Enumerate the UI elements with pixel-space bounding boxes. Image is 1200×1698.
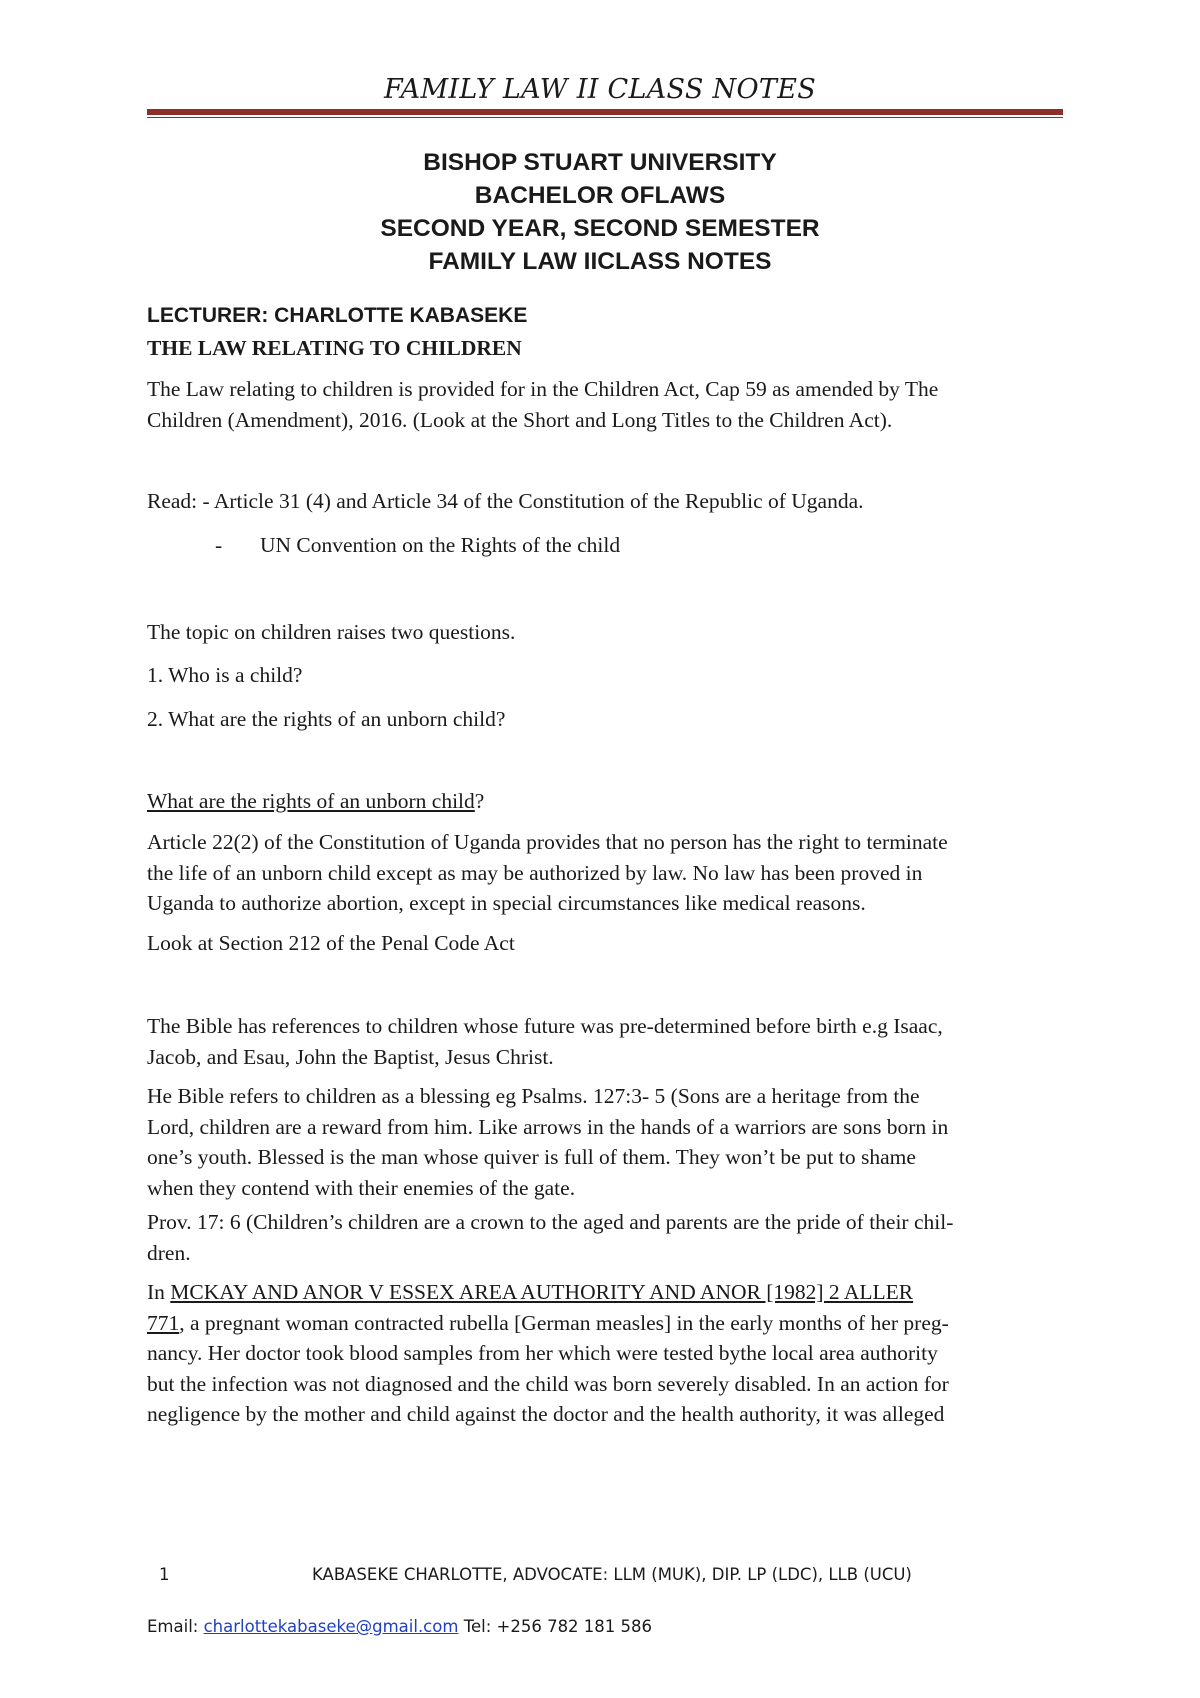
questions-intro: The topic on children raises two questions. xyxy=(147,620,516,644)
subheading-text: What are the rights of an unborn child xyxy=(147,789,475,813)
paragraph-line: The Bible has references to children whose future was pre-determined before birth e.g Isaac, xyxy=(147,1014,943,1038)
year-semester: SECOND YEAR, SECOND SEMESTER xyxy=(380,215,820,242)
paragraph-mckay-case xyxy=(147,1277,1063,1430)
telephone: Tel: +256 782 181 586 xyxy=(463,1617,653,1636)
title-block xyxy=(0,146,1200,278)
degree-name: BACHELOR OFLAWS xyxy=(474,182,726,209)
paragraph-line: Article 22(2) of the Constitution of Uganda provides that no person has the right to terminate xyxy=(147,830,948,854)
email-link[interactable]: charlottekabaseke@gmail.com xyxy=(203,1617,459,1636)
question-item: 1. Who is a child? xyxy=(147,663,303,687)
page-number: 1 xyxy=(159,1565,170,1584)
paragraph-line: one’s youth. Blessed is the man whose quiver is full of them. They won’t be put to shame xyxy=(147,1145,916,1169)
university-name: BISHOP STUART UNIVERSITY xyxy=(423,149,777,176)
paragraph-line xyxy=(147,1308,1063,1339)
paragraph-line: negligence by the mother and child against the doctor and the health authority, it was alleged xyxy=(147,1402,945,1426)
case-intro: In xyxy=(147,1280,165,1304)
header-rule-thin xyxy=(147,117,1063,118)
case-citation-cont: 771 xyxy=(147,1310,180,1335)
paragraph-line: dren. xyxy=(147,1240,191,1265)
paragraph-line: but the infection was not diagnosed and the child was born severely disabled. In an action for xyxy=(147,1371,949,1396)
intro-paragraph xyxy=(147,374,1063,435)
section-heading: THE LAW RELATING TO CHILDREN xyxy=(147,336,522,360)
paragraph-line: nancy. Her doctor took blood samples from her which were tested bythe local area authority xyxy=(147,1341,938,1365)
subheading-tail: ? xyxy=(474,789,485,813)
paragraph-psalms xyxy=(147,1081,1063,1203)
course-title: FAMILY LAW IICLASS NOTES xyxy=(428,248,772,275)
subheading-unborn xyxy=(147,786,1063,817)
paragraph-article-22 xyxy=(147,827,1063,919)
bullet-dash: - xyxy=(215,533,223,557)
question-item: 2. What are the rights of an unborn child? xyxy=(147,707,506,731)
author-credit: KABASEKE CHARLOTTE, ADVOCATE: LLM (MUK), DIP. LP (LDC), LLB (UCU) xyxy=(312,1565,912,1584)
paragraph-line: Prov. 17: 6 (Children’s children are a crown to the aged and parents are the pride of their chil- xyxy=(147,1210,954,1234)
running-header-title: FAMILY LAW II CLASS NOTES xyxy=(383,74,817,105)
paragraph-bible xyxy=(147,1011,1063,1072)
paragraph-line: the life of an unborn child except as may be authorized by law. No law has been proved in xyxy=(147,860,923,885)
paragraph-line: He Bible refers to children as a blessing eg Psalms. 127:3- 5 (Sons are a heritage from the xyxy=(147,1084,920,1108)
paragraph-line: Jacob, and Esau, John the Baptist, Jesus Christ. xyxy=(147,1044,554,1069)
paragraph-line: when they contend with their enemies of the gate. xyxy=(147,1175,576,1200)
paragraph-line: Uganda to authorize abortion, except in special circumstances like medical reasons. xyxy=(147,891,866,915)
header-rule xyxy=(147,109,1063,115)
email-label: Email: xyxy=(147,1617,199,1636)
footer-contact-line xyxy=(147,1617,652,1636)
paragraph-line xyxy=(147,1277,1063,1308)
case-citation: MCKAY AND ANOR V ESSEX AREA AUTHORITY AND ANOR [1982] 2 ALLER xyxy=(170,1280,914,1304)
paragraph-text: , a pregnant woman contracted rubella [German measles] in the early months of her preg- xyxy=(179,1310,949,1335)
lecturer-line: LECTURER: CHARLOTTE KABASEKE xyxy=(147,304,528,327)
bullet-text: UN Convention on the Rights of the child xyxy=(260,533,621,557)
intro-line: Children (Amendment), 2016. (Look at the Short and Long Titles to the Children Act). xyxy=(147,407,893,432)
paragraph-penal-code: Look at Section 212 of the Penal Code Act xyxy=(147,931,515,955)
paragraph-line: Lord, children are a reward from him. Like arrows in the hands of a warriors are sons born in xyxy=(147,1114,949,1139)
bullet-item xyxy=(215,530,915,561)
paragraph-proverbs xyxy=(147,1207,1063,1268)
read-line: Read: - Article 31 (4) and Article 34 of the Constitution of the Republic of Uganda. xyxy=(147,489,864,513)
intro-line: The Law relating to children is provided for in the Children Act, Cap 59 as amended by The xyxy=(147,377,939,401)
